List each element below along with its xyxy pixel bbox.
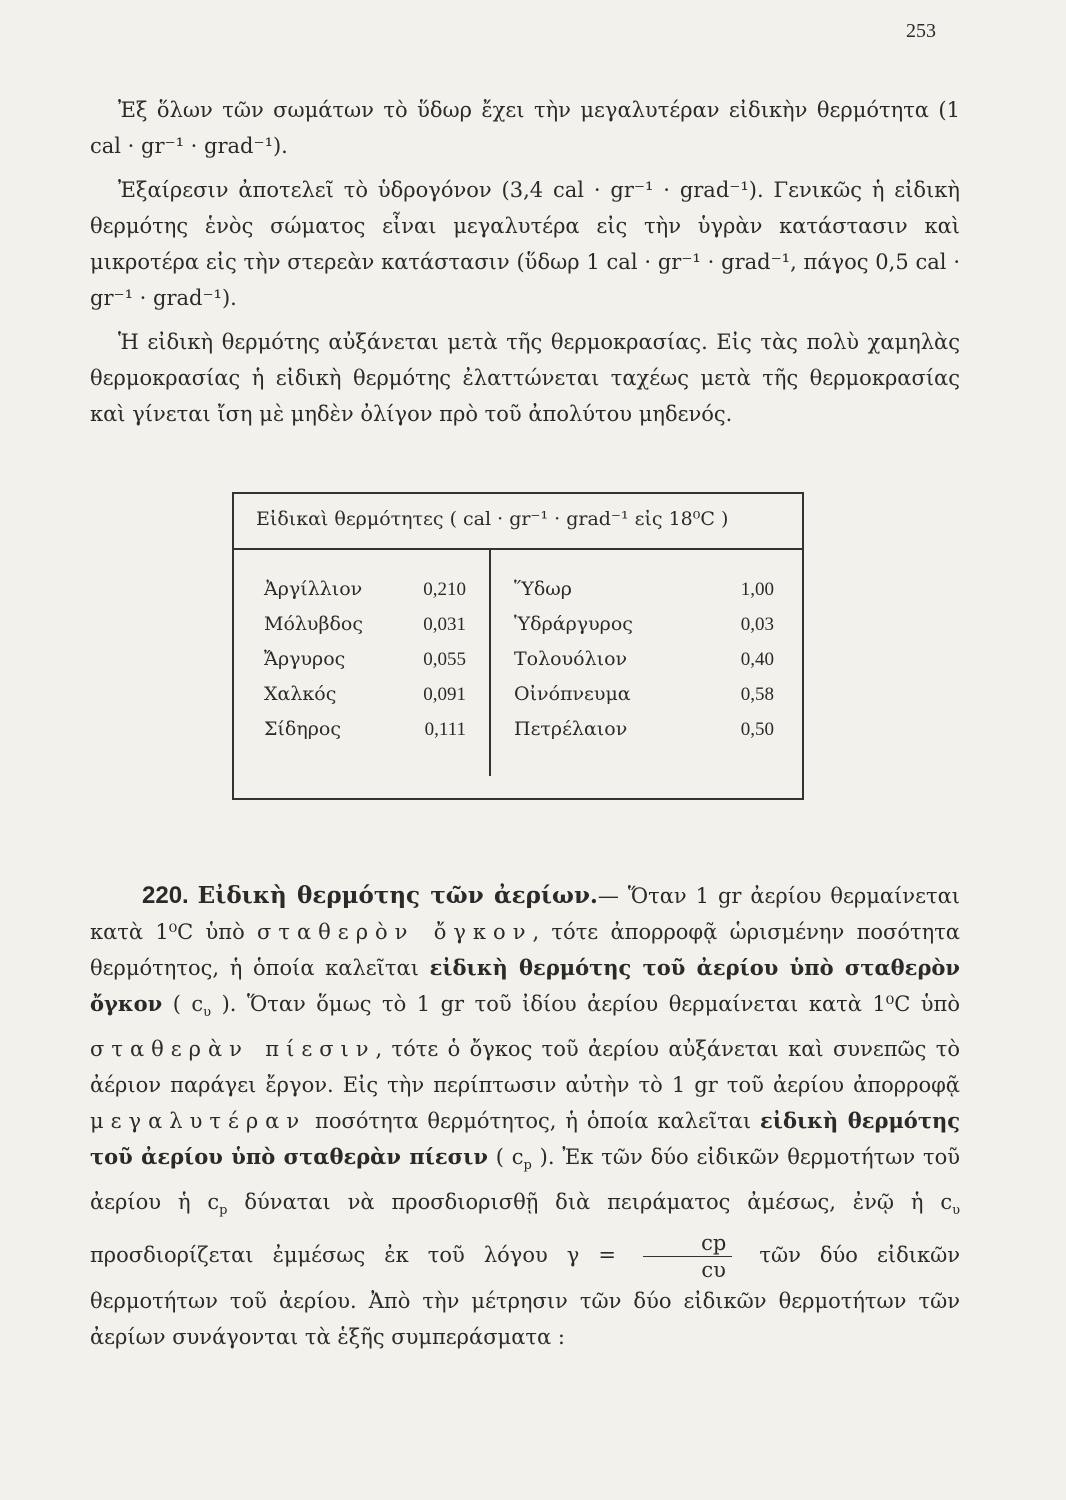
substance-name: Ὕδωρ bbox=[514, 578, 572, 600]
table-left-column bbox=[264, 572, 474, 747]
section-text: τῶν δύο εἰδικῶν θερμοτήτων τοῦ ἀερίου. Ἀπὸ τὴν μέτρησιν τῶν δύο εἰδικῶν θερμοτήτων τῶν ἀερίων συνάγονται τὰ ἑξῆς συμπεράσματα : bbox=[90, 1242, 961, 1349]
table-row bbox=[514, 572, 774, 607]
section-title: Εἰδικὴ θερμότης τῶν ἀερίων. bbox=[197, 882, 598, 909]
intro-text bbox=[90, 92, 960, 432]
substance-value: 0,40 bbox=[740, 649, 774, 670]
section-220 bbox=[90, 878, 960, 1355]
table-column-divider bbox=[489, 550, 491, 776]
subscript-v: υ bbox=[952, 1203, 960, 1219]
emphasis-spaced: σταθερὸν ὄγκον bbox=[257, 920, 533, 944]
subscript-p: p bbox=[219, 1203, 228, 1219]
table-header-rule bbox=[234, 548, 802, 550]
substance-name: Μόλυβδος bbox=[264, 613, 363, 635]
intro-paragraph-1: Ἐξ ὅλων τῶν σωμάτων τὸ ὕδωρ ἔχει τὴν μεγαλυτέραν εἰδικὴν θερμότητα (1 cal · gr⁻¹ · grad⁻¹). bbox=[90, 98, 960, 158]
substance-name: Οἰνόπνευμα bbox=[514, 683, 631, 705]
substance-value: 0,111 bbox=[424, 719, 466, 740]
specific-heat-table bbox=[232, 492, 804, 800]
section-text: , τότε ἀπορροφᾷ ὡρισμένην ποσότητα θερμότητος, ἡ ὁποία καλεῖται bbox=[90, 920, 960, 980]
fraction-denominator: cυ bbox=[701, 1257, 726, 1282]
substance-value: 0,03 bbox=[740, 614, 774, 635]
section-text: ). Ἐκ τῶν δύο εἰδικῶν θερμοτήτων τοῦ ἀερίου ἡ c bbox=[90, 1145, 960, 1215]
table-row bbox=[264, 677, 474, 712]
table-title: Εἰδικαὶ θερμότητες ( cal · gr⁻¹ · grad⁻¹ εἰς 18⁰C ) bbox=[256, 508, 729, 530]
page-number: 253 bbox=[906, 20, 936, 42]
substance-name: Ἀργίλλιον bbox=[264, 578, 363, 600]
subscript-v: υ bbox=[203, 1005, 212, 1021]
substance-value: 0,055 bbox=[423, 649, 466, 670]
section-text: ). Ὅταν ὅμως τὸ 1 gr τοῦ ἰδίου ἀερίου θερμαίνεται κατὰ 1⁰C ὑπὸ bbox=[211, 992, 960, 1016]
section-text: προσδιορίζεται ἐμμέσως ἐκ τοῦ λόγου γ = bbox=[90, 1242, 636, 1267]
section-text: , τότε ὁ ὄγκος τοῦ ἀερίου αὐξάνεται καὶ συνεπῶς τὸ ἀέριον παράγει ἔργον. Εἰς τὴν περίπτωσιν αὐτὴν τὸ 1 gr τοῦ ἀερίου ἀπορροφᾷ bbox=[90, 1037, 960, 1098]
substance-name: Ἄργυρος bbox=[264, 648, 346, 670]
table-row bbox=[514, 642, 774, 677]
table-row bbox=[514, 712, 774, 747]
substance-name: Χαλκός bbox=[264, 683, 337, 705]
section-text: ( c bbox=[487, 1145, 524, 1170]
section-number: 220. bbox=[142, 882, 189, 909]
substance-value: 0,58 bbox=[740, 684, 774, 705]
table-right-column bbox=[514, 572, 774, 747]
substance-value: 0,210 bbox=[423, 579, 466, 600]
section-text: ( c bbox=[162, 992, 204, 1016]
table-row bbox=[514, 677, 774, 712]
substance-value: 0,091 bbox=[423, 684, 466, 705]
substance-value: 0,50 bbox=[740, 719, 774, 740]
fraction-numerator: cp bbox=[643, 1230, 732, 1257]
emphasis-spaced: σταθερὰν πίεσιν bbox=[90, 1037, 376, 1062]
substance-name: Πετρέλαιον bbox=[514, 718, 628, 740]
subscript-p: p bbox=[523, 1158, 532, 1174]
gamma-fraction bbox=[643, 1230, 732, 1283]
substance-name: Ὑδράργυρος bbox=[514, 613, 633, 635]
substance-value: 1,00 bbox=[740, 579, 774, 600]
substance-value: 0,031 bbox=[423, 614, 466, 635]
section-paragraph bbox=[90, 878, 960, 1355]
table-row bbox=[514, 607, 774, 642]
term-cp: εἰδικὴ θερμότης τοῦ ἀερίου ὑπὸ σταθερὰν πίεσιν bbox=[90, 1108, 961, 1170]
table-row bbox=[264, 712, 474, 747]
table-row bbox=[264, 642, 474, 677]
section-text: δύναται νὰ προσδιορισθῇ διὰ πειράματος ἀμέσως, ἐνῷ ἡ c bbox=[227, 1190, 953, 1215]
term-cv: εἰδικὴ θερμότης τοῦ ἀερίου ὑπὸ σταθερὸν ὄγκον bbox=[90, 955, 960, 1016]
section-text: ποσότητα θερμότητος, ἡ ὁποία καλεῖται bbox=[306, 1109, 761, 1134]
substance-name: Σίδηρος bbox=[264, 718, 341, 740]
section-text: — Ὅταν 1 gr ἀερίου θερμαίνεται κατὰ 1⁰C ὑπὸ bbox=[90, 884, 960, 944]
substance-name: Τολουόλιον bbox=[514, 648, 628, 670]
table-row bbox=[264, 607, 474, 642]
intro-paragraph-2: Ἐξαίρεσιν ἀποτελεῖ τὸ ὑδρογόνον (3,4 cal · gr⁻¹ · grad⁻¹). Γενικῶς ἡ εἰδικὴ θερμότης ἑνὸς σώματος εἶναι μεγαλυτέρα εἰς τὴν ὑγρὰν κατάστασιν καὶ μικροτέρα εἰς τὴν στερεὰν κατάστασιν (ὕδωρ 1 cal · gr⁻¹ · grad⁻¹, πάγος 0,5 cal · gr⁻¹ · grad⁻¹). bbox=[90, 178, 960, 310]
intro-paragraph-3: Ἡ εἰδικὴ θερμότης αὐξάνεται μετὰ τῆς θερμοκρασίας. Εἰς τὰς πολὺ χαμηλὰς θερμοκρασίας ἡ εἰδικὴ θερμότης ἐλαττώνεται ταχέως μετὰ τῆς θερμοκρασίας καὶ γίνεται ἴση μὲ μηδὲν ὀλίγον πρὸ τοῦ ἀπολύτου μηδενός. bbox=[90, 330, 960, 426]
table-row bbox=[264, 572, 474, 607]
emphasis-spaced: μεγαλυτέραν bbox=[90, 1109, 307, 1134]
